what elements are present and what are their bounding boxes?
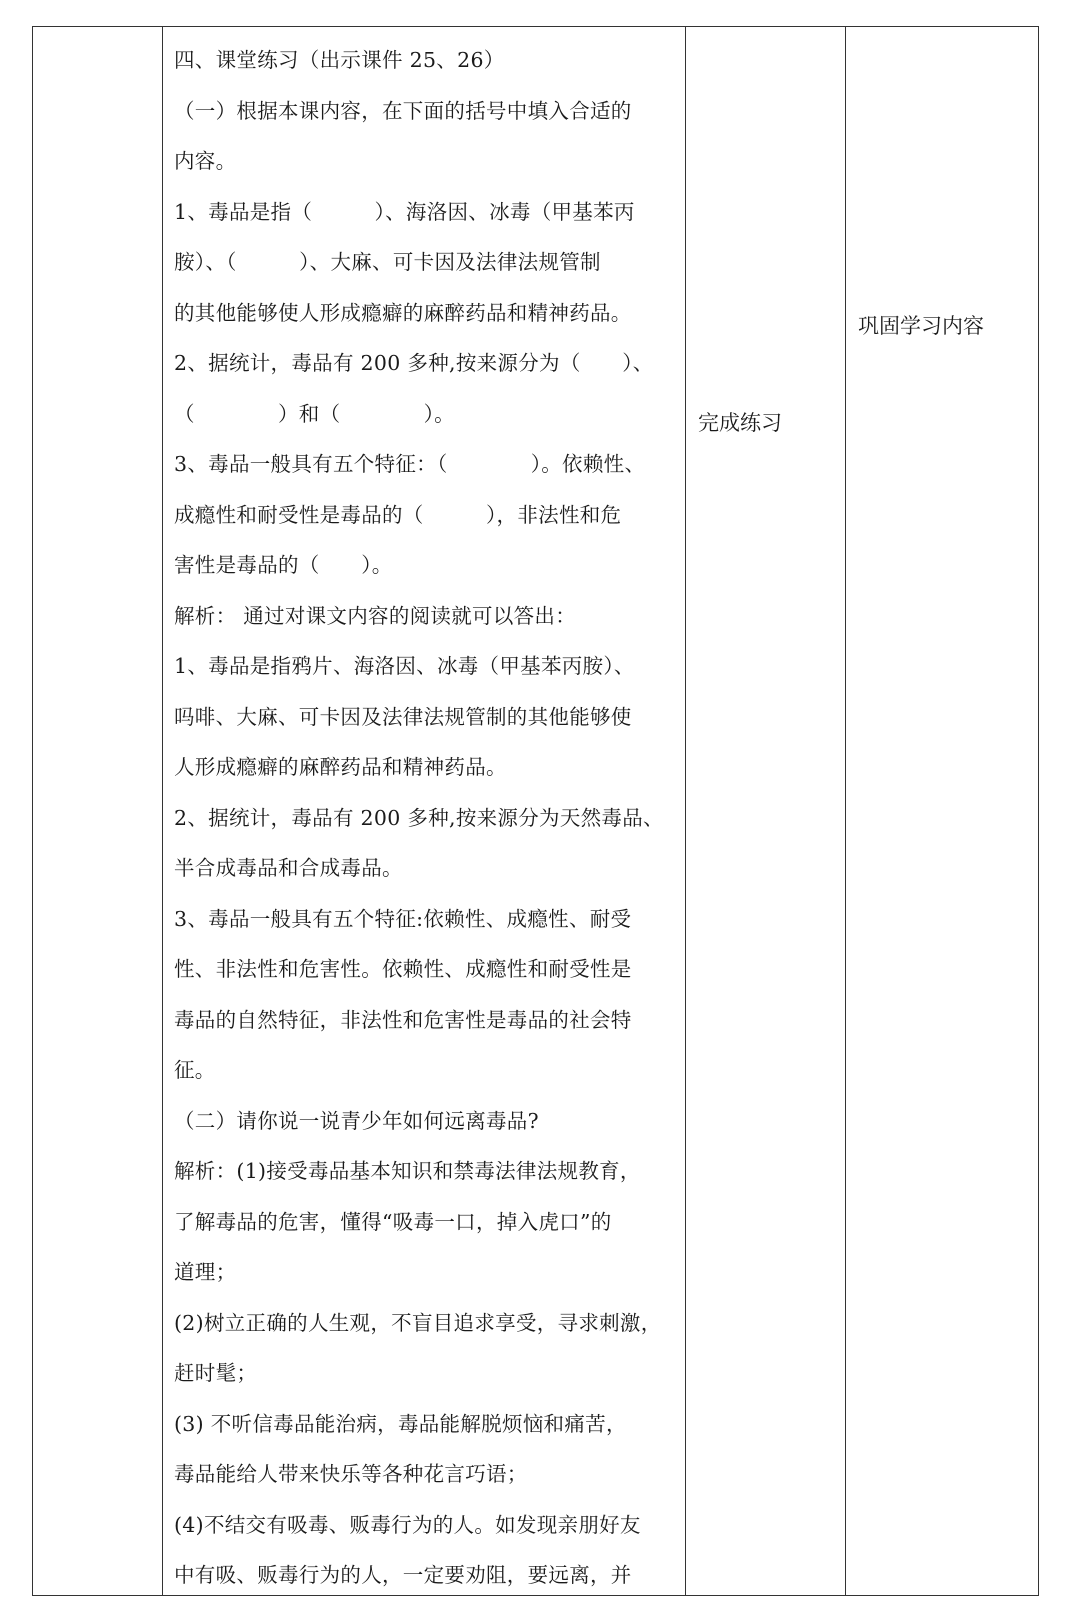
content-line: (3) 不听信毒品能治病，毒品能解脱烦恼和痛苦， [174, 1411, 627, 1436]
student-activity-text: 完成练习 [698, 411, 782, 435]
content-line: 毒品的自然特征，非法性和危害性是毒品的社会特 [174, 1007, 632, 1032]
content-line: 征。 [174, 1058, 216, 1082]
content-line: 四、课堂练习（出示课件 25、26） [174, 48, 505, 72]
empty-left-cell [33, 27, 163, 1596]
content-line: （一）根据本课内容，在下面的括号中填入合适的 [174, 98, 632, 123]
content-line: (2)树立正确的人生观，不盲目追求享受，寻求刺激， [174, 1310, 662, 1335]
lesson-plan-table [32, 26, 1039, 1596]
content-line: 内容。 [174, 149, 237, 173]
content-line: 3、毒品一般具有五个特征：（ ）。依赖性、 [174, 452, 646, 476]
content-line: 解析： 通过对课文内容的阅读就可以答出： [174, 603, 577, 628]
content-line: 解析：(1)接受毒品基本知识和禁毒法律法规教育， [174, 1159, 641, 1183]
content-line: 人形成瘾癖的麻醉药品和精神药品。 [174, 755, 507, 779]
content-line: 赶时髦； [174, 1361, 258, 1385]
content-line: 2、据统计，毒品有 200 多种,按来源分为天然毒品、 [174, 805, 664, 830]
content-line: 害性是毒品的（ ）。 [174, 553, 393, 577]
content-line: 1、毒品是指（ ）、海洛因、冰毒（甲基苯丙 [174, 199, 635, 224]
teaching-content [163, 27, 685, 1595]
content-line: （二）请你说一说青少年如何远离毒品? [174, 1108, 539, 1133]
teaching-content-cell [163, 27, 686, 1596]
content-line: 半合成毒品和合成毒品。 [174, 856, 403, 880]
content-line: 道理； [174, 1260, 237, 1284]
content-line: 2、据统计，毒品有 200 多种,按来源分为（ ）、 [174, 351, 654, 375]
content-line: 性、非法性和危害性。依赖性、成瘾性和耐受性是 [174, 957, 632, 981]
content-line: 胺）、（ ）、大麻、可卡因及法律法规管制 [174, 250, 601, 274]
content-line: 吗啡、大麻、可卡因及法律法规管制的其他能够使 [174, 704, 632, 729]
design-intent-cell [846, 27, 1039, 1596]
content-line: 成瘾性和耐受性是毒品的（ ），非法性和危 [174, 502, 622, 527]
content-line: 了解毒品的危害，懂得“吸毒一口，掉入虎口”的 [174, 1209, 612, 1234]
content-line: 毒品能给人带来快乐等各种花言巧语； [174, 1462, 528, 1486]
content-line: （ ）和（ ）。 [174, 401, 455, 426]
content-line: 中有吸、贩毒行为的人，一定要劝阻，要远离，并 [174, 1563, 632, 1587]
table-row [33, 27, 1039, 1596]
student-activity-cell [686, 27, 846, 1596]
design-intent-text: 巩固学习内容 [858, 314, 984, 338]
content-line: 3、毒品一般具有五个特征:依赖性、成瘾性、耐受 [174, 906, 632, 931]
content-line: (4)不结交有吸毒、贩毒行为的人。如发现亲朋好友 [174, 1512, 641, 1537]
content-line: 1、毒品是指鸦片、海洛因、冰毒（甲基苯丙胺）、 [174, 654, 635, 678]
content-line: 的其他能够使人形成瘾癖的麻醉药品和精神药品。 [174, 300, 632, 325]
